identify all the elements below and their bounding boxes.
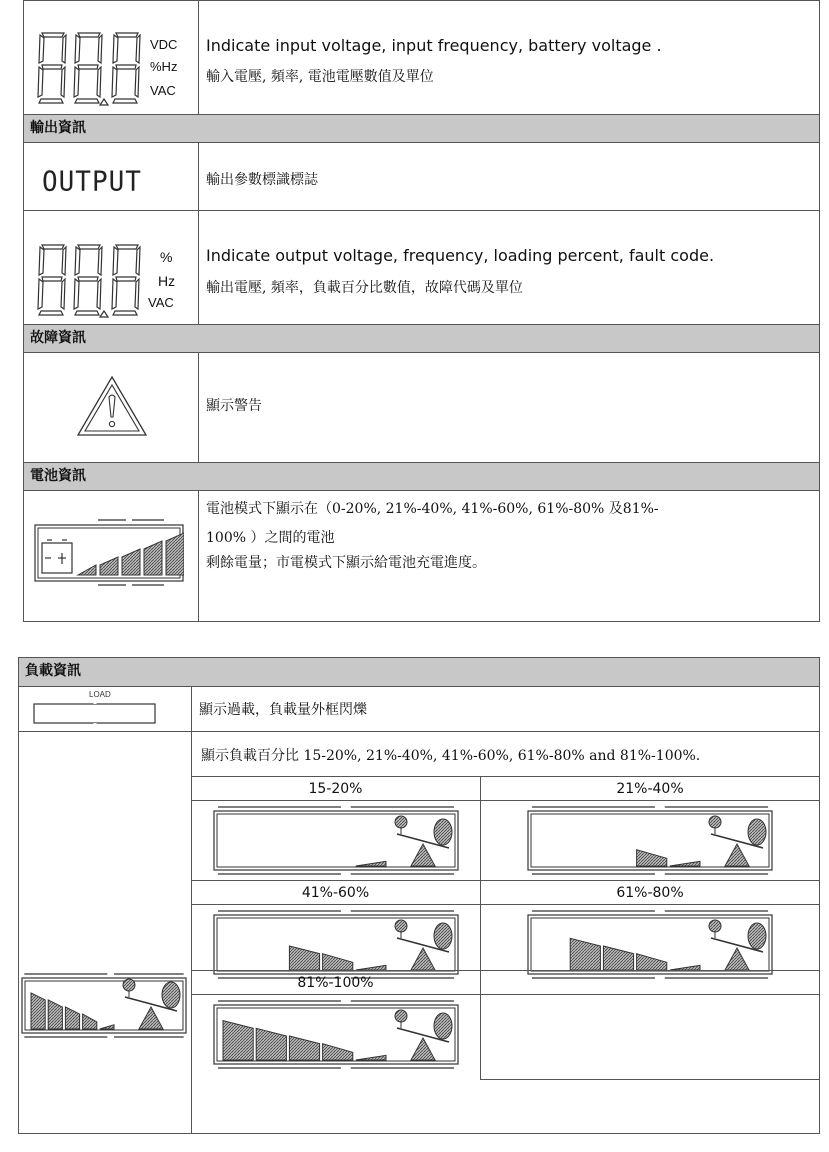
load-bar bbox=[48, 1000, 62, 1029]
output-logo-text: OUTPUT bbox=[42, 166, 142, 198]
load-level-label bbox=[191, 776, 481, 801]
input-row bbox=[24, 1, 819, 114]
load-levels-grid bbox=[191, 776, 819, 1134]
load-level-label bbox=[481, 880, 819, 905]
load-bar bbox=[637, 850, 667, 866]
load-percent-text: 顯示負載百分比 15-20%, 21%-40%, 41%-60%, 61%-80% and 81%-100%. bbox=[201, 748, 701, 764]
balance-scale-icon bbox=[395, 816, 452, 866]
battery-level-icon bbox=[34, 517, 184, 587]
battery-bar bbox=[122, 549, 140, 575]
output-header: 輸出資訊 bbox=[24, 114, 819, 142]
load-bar bbox=[670, 861, 700, 866]
load-bar bbox=[83, 1014, 97, 1029]
balance-scale-icon bbox=[395, 1010, 452, 1060]
load-bar bbox=[603, 946, 633, 970]
load-bar bbox=[65, 1007, 79, 1029]
battery-bar bbox=[100, 557, 118, 575]
load-level-label bbox=[191, 970, 481, 995]
fault-text: 顯示警告 bbox=[206, 398, 262, 414]
battery-header: 電池資訊 bbox=[24, 462, 819, 490]
fault-row bbox=[24, 352, 819, 462]
unit-percent-hz: %Hz bbox=[150, 59, 178, 74]
input-zh-text: 輸入電壓, 頻率, 電池電壓數值及單位 bbox=[206, 69, 434, 85]
input-display-cell bbox=[24, 1, 199, 114]
overload-icon-cell bbox=[19, 687, 192, 731]
load-bar bbox=[323, 954, 353, 970]
load-level-text: 61%-80% bbox=[616, 885, 684, 901]
load-frame-icon bbox=[33, 688, 159, 728]
load-level-display bbox=[191, 994, 481, 1080]
load-display-icon bbox=[527, 909, 773, 979]
load-level-text: 15-20% bbox=[308, 781, 363, 797]
load-percent-row bbox=[19, 731, 819, 1134]
load-display-icon bbox=[213, 999, 459, 1069]
load-bar bbox=[637, 954, 667, 970]
balance-scale-icon bbox=[123, 979, 180, 1029]
fault-text-cell bbox=[198, 353, 819, 462]
output-display-cell bbox=[24, 211, 199, 324]
battery-text-line2: 100% ）之間的電池 bbox=[206, 530, 335, 546]
load-bar bbox=[100, 1025, 114, 1029]
output-values-row bbox=[24, 210, 819, 324]
load-level-display bbox=[481, 800, 819, 881]
load-table bbox=[18, 657, 820, 1134]
load-level-display bbox=[191, 800, 481, 881]
load-bar bbox=[356, 1055, 386, 1060]
battery-bar bbox=[78, 565, 96, 575]
seven-segment-display-icon bbox=[34, 241, 154, 321]
unit-percent: % bbox=[160, 249, 173, 265]
output-en-text: Indicate output voltage, frequency, loading percent, fault code. bbox=[206, 246, 715, 265]
overload-text: 顯示過載，負載量外框閃爍 bbox=[199, 702, 367, 718]
overload-text-cell bbox=[191, 687, 819, 731]
status-table bbox=[23, 0, 820, 622]
battery-bar bbox=[144, 541, 162, 575]
empty-cell bbox=[481, 970, 819, 1080]
battery-row bbox=[24, 490, 819, 622]
load-level-label bbox=[191, 880, 481, 905]
output-logo-cell bbox=[24, 143, 199, 210]
load-header: 負載資訊 bbox=[19, 658, 819, 686]
balance-scale-icon bbox=[709, 920, 766, 970]
battery-text-cell bbox=[198, 491, 819, 622]
balance-scale-icon bbox=[395, 920, 452, 970]
load-display-icon bbox=[213, 805, 459, 875]
battery-text-line1: 電池模式下顯示在（0-20%, 21%-40%, 41%-60%, 61%-80% 及81%- bbox=[206, 501, 659, 517]
output-logo-row bbox=[24, 142, 819, 210]
load-bar bbox=[223, 1021, 253, 1060]
overload-row bbox=[19, 686, 819, 731]
load-level-text: 41%-60% bbox=[301, 885, 370, 901]
load-label: LOAD bbox=[89, 690, 111, 699]
load-display-icon bbox=[213, 909, 459, 979]
load-level-text: 81%-100% bbox=[297, 975, 374, 991]
fault-header: 故障資訊 bbox=[24, 324, 819, 352]
unit-vac: VAC bbox=[150, 83, 176, 98]
load-level-text: 21%-40% bbox=[616, 781, 684, 797]
unit-vac: VAC bbox=[148, 295, 174, 310]
load-percent-cell bbox=[191, 732, 819, 1134]
output-values-text-cell bbox=[198, 211, 819, 324]
load-level-label bbox=[481, 776, 819, 801]
warning-icon bbox=[76, 375, 148, 439]
unit-hz: Hz bbox=[158, 273, 176, 289]
battery-icon-cell bbox=[24, 491, 199, 622]
balance-scale-icon bbox=[709, 816, 766, 866]
input-en-text: Indicate input voltage, input frequency, battery voltage . bbox=[206, 36, 662, 55]
load-bar bbox=[289, 1036, 319, 1060]
load-bar bbox=[323, 1044, 353, 1060]
load-bar bbox=[570, 938, 600, 970]
load-bar bbox=[356, 861, 386, 866]
battery-text-line3: 剩餘電量；市電模式下顯示給電池充電進度。 bbox=[206, 555, 486, 571]
battery-bar bbox=[166, 533, 184, 575]
fault-icon-cell bbox=[24, 353, 199, 462]
output-logo-text-cell bbox=[198, 143, 819, 210]
load-bar bbox=[31, 993, 45, 1029]
output-logo-desc: 輸出參數標識標誌 bbox=[206, 172, 318, 188]
input-text-cell bbox=[198, 1, 819, 114]
load-bar bbox=[289, 946, 319, 970]
load-bar bbox=[256, 1028, 286, 1060]
load-level-icon bbox=[21, 972, 187, 1038]
load-display-icon bbox=[527, 805, 773, 875]
load-icon-cell bbox=[19, 732, 192, 1134]
unit-vdc: VDC bbox=[150, 37, 178, 52]
seven-segment-display-icon bbox=[34, 29, 154, 109]
output-zh-text: 輸出電壓, 頻率，負載百分比數值，故障代碼及單位 bbox=[206, 280, 523, 296]
